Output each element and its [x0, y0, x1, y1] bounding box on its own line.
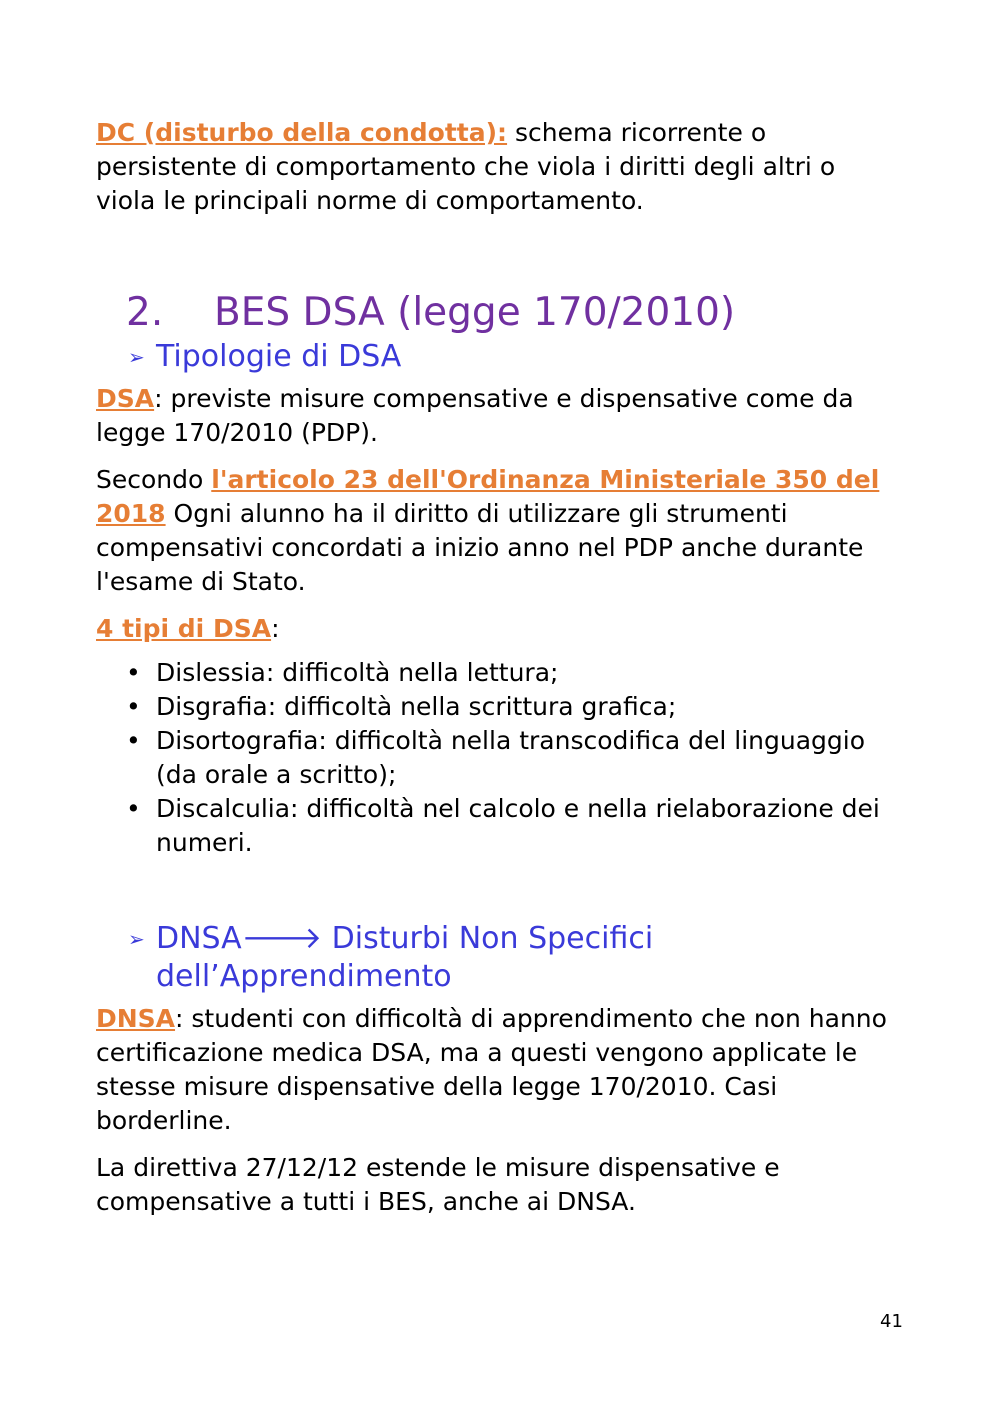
- bullet-icon: •: [126, 658, 141, 687]
- dsa-term-link[interactable]: DSA: [96, 384, 155, 413]
- secondo-paragraph: [96, 463, 896, 599]
- arrow-bullet-icon: ➢: [128, 927, 145, 951]
- ordinanza-link[interactable]: l'articolo 23 dell'Ordinanza Ministeriale 350 del 2018: [96, 465, 880, 528]
- dc-paragraph: [96, 116, 896, 218]
- tipi-paragraph: [96, 612, 896, 646]
- list-item: [96, 656, 896, 690]
- secondo-text: Ogni alunno ha il diritto di utilizzare gli strumenti compensativi concordati a inizio anno nel PDP anche durante l'esame di Stato.: [96, 499, 864, 596]
- section-title: BES DSA (legge 170/2010): [214, 290, 736, 335]
- dc-term-link[interactable]: DC (disturbo della condotta):: [96, 118, 508, 147]
- list-item: [96, 724, 896, 792]
- secondo-prefix: Secondo: [96, 465, 212, 494]
- dc-text: schema ricorrente o persistente di comportamento che viola i diritti degli altri o viola le principali norme di comportamento.: [96, 118, 836, 215]
- dsa-text: : previste misure compensative e dispensative come da legge 170/2010 (PDP).: [96, 384, 854, 447]
- list-item-text: Dislessia: difficoltà nella lettura;: [156, 658, 559, 687]
- list-item-text: Disgrafia: difficoltà nella scrittura grafica;: [156, 692, 677, 721]
- dnsa-term-link[interactable]: DNSA: [96, 1004, 176, 1033]
- list-item-text: Discalculia: difficoltà nel calcolo e nella rielaborazione dei numeri.: [156, 794, 880, 857]
- dsa-types-list: [96, 656, 896, 860]
- dsa-paragraph: [96, 382, 896, 450]
- bullet-icon: •: [126, 794, 141, 823]
- tipi-term-link[interactable]: 4 tipi di DSA: [96, 614, 272, 643]
- list-item: [96, 690, 896, 724]
- bullet-icon: •: [126, 726, 141, 755]
- tipi-suffix: :: [271, 614, 280, 643]
- subheading-tipologie: [96, 338, 896, 376]
- bullet-icon: •: [126, 692, 141, 721]
- arrow-bullet-icon: ➢: [128, 345, 145, 369]
- list-item: [96, 792, 896, 860]
- page-number: 41: [880, 1311, 903, 1332]
- dnsa-paragraph: [96, 1002, 896, 1138]
- document-page: [96, 116, 896, 1219]
- subheading-dnsa: [96, 920, 896, 996]
- dnsa-text: : studenti con difficoltà di apprendimento che non hanno certificazione medica DSA, ma a questi vengono applicate le stesse misure dispensative della legge 170/2010. Casi borderline.: [96, 1004, 887, 1135]
- subheading-tipologie-text: Tipologie di DSA: [156, 339, 402, 374]
- direttiva-paragraph: La direttiva 27/12/12 estende le misure dispensative e compensative a tutti i BES, anche ai DNSA.: [96, 1153, 780, 1216]
- subheading-dnsa-text: DNSA🡒 Disturbi Non Specifici dell’Apprendimento: [156, 921, 654, 994]
- list-item-text: Disortografia: difficoltà nella transcodifica del linguaggio (da orale a scritto);: [156, 726, 865, 789]
- section-number: 2.: [126, 290, 164, 335]
- section-heading-bes-dsa: [96, 288, 896, 338]
